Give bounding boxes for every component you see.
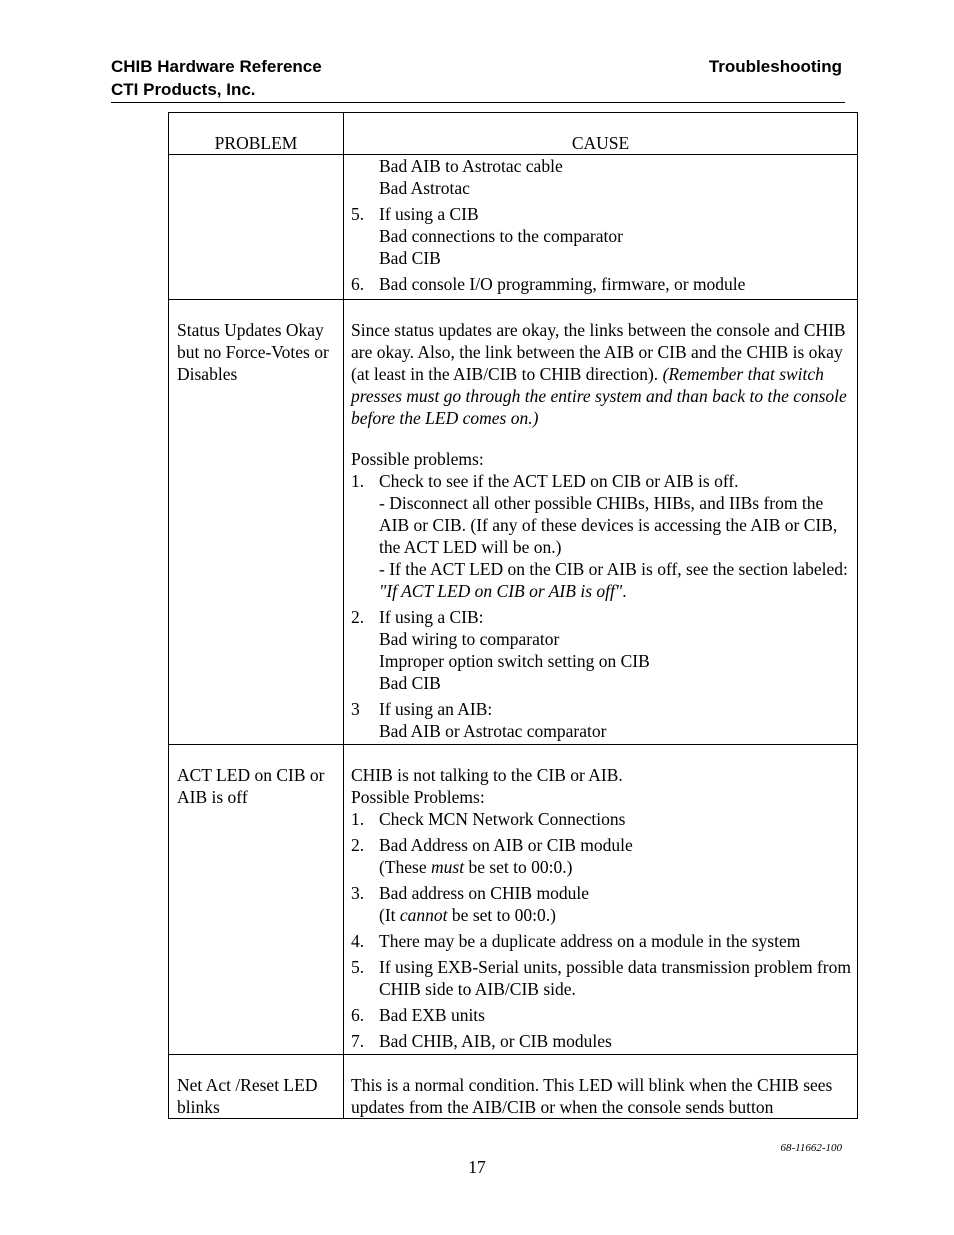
list-number: 3 <box>351 699 360 719</box>
list-number: 6. <box>351 274 365 294</box>
list-item <box>351 808 851 830</box>
troubleshooting-table <box>168 112 857 1119</box>
list-number: 7. <box>351 1031 365 1051</box>
list-item <box>351 956 851 1000</box>
cause-line <box>351 904 851 926</box>
cause-text: This is a normal condition. This LED will blink when the CHIB sees updates from the AIB/CIB or when the console sends button <box>351 1075 833 1117</box>
list-item <box>351 882 851 904</box>
problem-cell: ACT LED on CIB or AIB is off <box>169 745 344 1055</box>
cause-cell <box>344 1055 858 1119</box>
list-item <box>351 273 851 295</box>
cause-line: Improper option switch setting on CIB <box>379 651 650 671</box>
problem-cell <box>169 1055 344 1119</box>
list-text: Bad console I/O programming, firmware, or module <box>379 274 746 294</box>
list-text: Bad EXB units <box>379 1005 485 1025</box>
table-row <box>169 155 858 300</box>
table-row <box>169 1055 858 1119</box>
problem-text: Net Act /Reset LED blinks <box>177 1075 318 1117</box>
cause-text: . <box>622 581 627 601</box>
cause-line: Bad CIB <box>379 248 441 268</box>
section-reference: "If ACT LED on CIB or AIB is off" <box>379 581 623 601</box>
list-number: 2. <box>351 607 365 627</box>
list-text: Bad address on CHIB module <box>379 883 589 903</box>
cause-note-italic: (Remember that switch presses must go through the entire system and than back to the console before the LED comes on.) <box>351 364 847 428</box>
list-text: Check MCN Network Connections <box>379 809 626 829</box>
list-text: Check to see if the ACT LED on CIB or AIB is off. <box>379 471 739 491</box>
cause-line <box>351 558 851 602</box>
possible-problems-label: Possible problems: <box>351 449 484 469</box>
list-text: Bad CHIB, AIB, or CIB modules <box>379 1031 612 1051</box>
cause-line: Bad AIB or Astrotac comparator <box>379 721 607 741</box>
possible-problems-label: Possible Problems: <box>351 787 485 807</box>
list-item <box>351 470 851 492</box>
cause-line: Bad wiring to comparator <box>379 629 560 649</box>
cause-text: - If the ACT LED on the CIB or AIB is off, see the section labeled: <box>379 559 848 579</box>
header-section: Troubleshooting <box>708 57 842 76</box>
cause-paragraph <box>351 319 851 429</box>
cause-line: Bad CIB <box>379 673 441 693</box>
header-company: CTI Products, Inc. <box>111 80 256 99</box>
cause-text: be set to 00:0.) <box>447 905 556 925</box>
list-item <box>351 203 851 225</box>
cause-cell <box>344 155 858 300</box>
cause-text: (These <box>379 857 431 877</box>
cause-cell <box>344 745 858 1055</box>
list-item <box>351 1030 851 1052</box>
problem-cell: Status Updates Okay but no Force-Votes or Disables <box>169 300 344 745</box>
table-row <box>169 745 858 1055</box>
cause-line: Bad connections to the comparator <box>379 226 623 246</box>
cause-line: CHIB is not talking to the CIB or AIB. <box>351 765 623 785</box>
cause-line <box>351 856 851 878</box>
cause-text: (It <box>379 905 400 925</box>
table-header-row <box>169 113 858 155</box>
emphasis-text: must <box>431 857 465 877</box>
cause-cell <box>344 300 858 745</box>
list-number: 6. <box>351 1005 365 1025</box>
list-number: 5. <box>351 957 365 977</box>
list-number: 3. <box>351 883 365 903</box>
page-number: 17 <box>468 1157 486 1177</box>
list-text: Bad Address on AIB or CIB module <box>379 835 633 855</box>
cause-text: be set to 00:0.) <box>464 857 573 877</box>
list-number: 2. <box>351 835 365 855</box>
list-number: 4. <box>351 931 365 951</box>
list-item <box>351 1004 851 1026</box>
document-number: 68-11662-100 <box>780 1142 842 1154</box>
list-text: If using an AIB: <box>379 699 493 719</box>
list-item <box>351 834 851 856</box>
column-header-cause: CAUSE <box>344 113 858 155</box>
header-title: CHIB Hardware Reference <box>111 57 322 76</box>
list-text: If using a CIB <box>379 204 479 224</box>
problem-cell <box>169 155 344 300</box>
list-item <box>351 606 851 628</box>
list-number: 5. <box>351 204 365 224</box>
list-text: There may be a duplicate address on a module in the system <box>379 931 801 951</box>
cause-line: Bad Astrotac <box>379 178 470 198</box>
list-text: If using a CIB: <box>379 607 484 627</box>
emphasis-text: cannot <box>399 905 448 925</box>
list-text: If using EXB-Serial units, possible data transmission problem from CHIB side to AIB/CIB side. <box>379 957 851 999</box>
header-divider <box>111 102 845 103</box>
cause-line: Bad AIB to Astrotac cable <box>379 156 563 176</box>
cause-text: Since status updates are okay, the links between the console and CHIB are okay. Also, the link between the AIB or CIB and the CHIB is okay (at least in the AIB/CIB to CHIB direction). <box>351 320 846 384</box>
list-number: 1. <box>351 809 365 829</box>
list-item <box>351 698 851 720</box>
list-item <box>351 930 851 952</box>
table-row <box>169 300 858 745</box>
column-header-problem: PROBLEM <box>169 113 344 155</box>
list-number: 1. <box>351 471 365 491</box>
cause-line: - Disconnect all other possible CHIBs, HIBs, and IIBs from the AIB or CIB. (If any of these devices is accessing the AIB or CIB, the ACT LED will be on.) <box>379 493 838 557</box>
